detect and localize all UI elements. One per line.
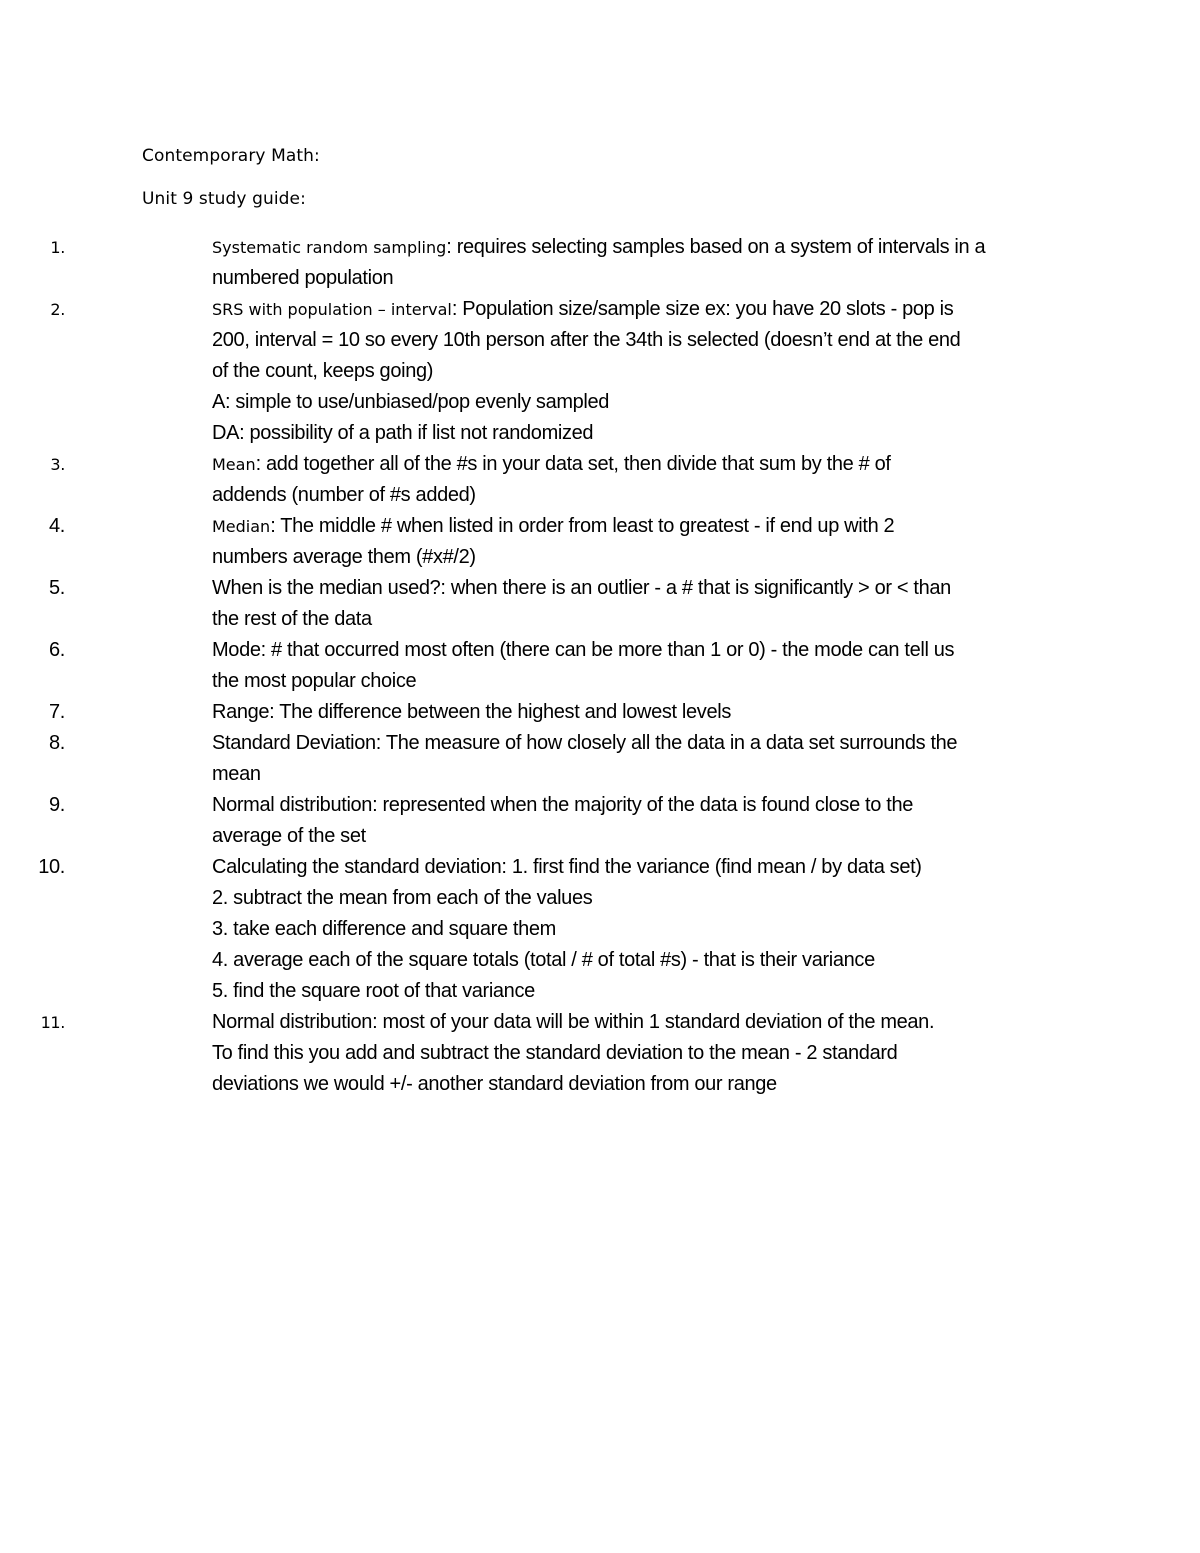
item-text: the rest of the data: [212, 608, 372, 630]
document-title: Contemporary Math:: [142, 146, 320, 166]
item-text: Normal distribution: represented when the majority of the data is found close to the: [212, 794, 914, 816]
item-text: : add together all of the #s in your data set, then divide that sum by the # of: [255, 453, 891, 475]
item-text: 3. take each difference and square them: [212, 918, 556, 940]
list-item: [0, 449, 1062, 511]
list-item: [0, 790, 1062, 852]
item-text: average of the set: [212, 825, 366, 847]
item-text: mean: [212, 763, 261, 785]
item-number: 10.: [38, 856, 65, 878]
item-number: 4.: [49, 515, 65, 537]
item-number: 5.: [49, 577, 65, 599]
item-text: : The middle # when listed in order from least to greatest - if end up with 2: [270, 515, 895, 537]
item-number: 11.: [40, 1013, 65, 1032]
list-item: [0, 728, 1062, 790]
item-text: : Population size/sample size ex: you have 20 slots - pop is: [451, 298, 954, 320]
item-text: 2. subtract the mean from each of the values: [212, 887, 593, 909]
item-text: numbered population: [212, 267, 394, 289]
list-item: [0, 294, 1062, 449]
item-text: When is the median used?: when there is an outlier - a # that is significantly > or < than: [212, 577, 951, 599]
item-text: numbers average them (#x#/2): [212, 546, 476, 568]
item-number: 7.: [49, 701, 65, 723]
item-text: A: simple to use/unbiased/pop evenly sampled: [212, 391, 610, 413]
list-item: [0, 232, 1062, 294]
item-number: 1.: [50, 238, 65, 257]
item-text: To find this you add and subtract the standard deviation to the mean - 2 standard: [212, 1042, 898, 1064]
list-item: [0, 1007, 1062, 1100]
item-number: 2.: [50, 300, 65, 319]
item-term: Median: [212, 517, 271, 536]
item-number: 9.: [49, 794, 65, 816]
item-text: 5. find the square root of that variance: [212, 980, 535, 1002]
item-text: Normal distribution: most of your data will be within 1 standard deviation of the mean.: [212, 1011, 935, 1033]
list-item: [0, 635, 1062, 697]
item-text: 200, interval = 10 so every 10th person after the 34th is selected (doesn’t end at the end: [212, 329, 961, 351]
list-item: [0, 511, 1062, 573]
item-term: SRS with population – interval: [212, 300, 452, 319]
item-text: Standard Deviation: The measure of how closely all the data in a data set surrounds the: [212, 732, 958, 754]
item-text: Range: The difference between the highest and lowest levels: [212, 701, 731, 723]
item-text: deviations we would +/- another standard deviation from our range: [212, 1073, 777, 1095]
item-number: 8.: [49, 732, 65, 754]
item-text: 4. average each of the square totals (total / # of total #s) - that is their variance: [212, 949, 875, 971]
item-text: addends (number of #s added): [212, 484, 476, 506]
item-text: : requires selecting samples based on a system of intervals in a: [446, 236, 986, 258]
document-subtitle: Unit 9 study guide:: [142, 189, 306, 209]
item-text: of the count, keeps going): [212, 360, 434, 382]
item-text: the most popular choice: [212, 670, 417, 692]
item-text: Mode: # that occurred most often (there can be more than 1 or 0) - the mode can tell us: [212, 639, 955, 661]
list-item: [0, 697, 1062, 728]
item-term: Systematic random sampling: [212, 238, 447, 257]
item-text: Calculating the standard deviation: 1. first find the variance (find mean / by data set): [212, 856, 922, 878]
list-item: [0, 852, 1062, 1007]
list-item: [0, 573, 1062, 635]
study-guide-list: [0, 232, 1200, 1100]
item-text: DA: possibility of a path if list not randomized: [212, 422, 594, 444]
item-number: 3.: [50, 455, 65, 474]
item-term: Mean: [212, 455, 256, 474]
item-number: 6.: [49, 639, 65, 661]
